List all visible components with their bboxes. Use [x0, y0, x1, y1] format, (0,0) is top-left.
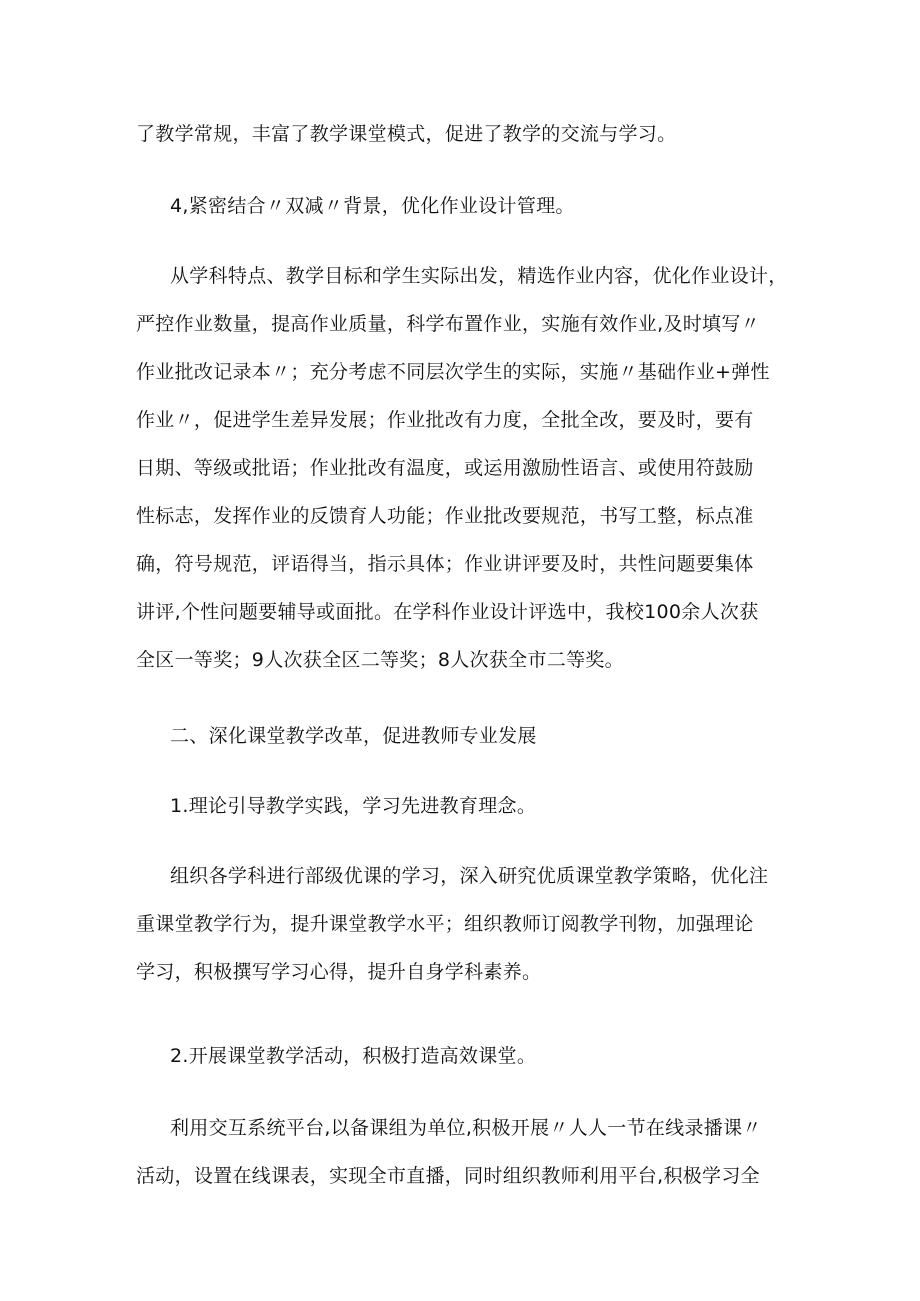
text-line: 了教学常规，丰富了教学课堂模式，促进了教学的交流与学习。: [136, 123, 677, 145]
subheading-2: [136, 1032, 830, 1080]
text-line: 组织各学科进行部级优课的学习，深入研究优质课堂教学策略，优化注: [170, 865, 769, 887]
text-line: 作业〃，促进学生差异发展；作业批改有力度，全批全改，要及时，要有: [136, 409, 754, 431]
text-line: 2.开展课堂教学活动，积极打造高效课堂。: [170, 1045, 537, 1067]
text-line: 活动，设置在线课表，实现全市直播，同时组织教师利用平台,积极学习全: [136, 1165, 760, 1187]
text-line: 学习，积极撰写学习心得，提升自身学科素养。: [136, 961, 542, 983]
text-line: 确，符号规范，评语得当，指示具体；作业讲评要及时，共性问题要集体: [136, 553, 754, 575]
text-line: 性标志，发挥作业的反馈育人功能；作业批改要规范，书写工整，标点准: [136, 505, 754, 527]
text-line: 全区一等奖；9人次获全区二等奖；8人次获全市二等奖。: [136, 649, 624, 671]
paragraph-theory: [136, 852, 830, 996]
section-heading-2: [136, 712, 830, 760]
subheading-1: [136, 782, 830, 830]
paragraph-continuation: [136, 110, 796, 158]
text-line: 重课堂教学行为，提升课堂教学水平；组织教师订阅教学刊物，加强理论: [136, 913, 754, 935]
text-line: 日期、等级或批语；作业批改有温度，或运用激励性语言、或使用符鼓励: [136, 457, 754, 479]
paragraph-platform: [136, 1104, 830, 1200]
text-line: 二、深化课堂教学改革，促进教师专业发展: [170, 725, 537, 747]
text-line: 从学科特点、教学目标和学生实际出发，精选作业内容，优化作业设计，: [170, 265, 788, 287]
text-line: 1.理论引导教学实践，学习先进教育理念。: [170, 795, 537, 817]
subheading-4: [136, 182, 830, 230]
text-line: 利用交互系统平台,以备课组为单位,积极开展〃人人一节在线录播课〃: [170, 1117, 762, 1139]
paragraph-homework: [136, 252, 830, 684]
text-line: 4,紧密结合〃双减〃背景，优化作业设计管理。: [170, 195, 575, 217]
text-line: 严控作业数量，提高作业质量，科学布置作业，实施有效作业,及时填写〃: [136, 313, 760, 335]
text-line: 讲评,个性问题要辅导或面批。在学科作业设计评选中，我校100余人次获: [136, 601, 759, 623]
text-line: 作业批改记录本〃；充分考虑不同层次学生的实际，实施〃基础作业+弹性: [136, 361, 770, 383]
